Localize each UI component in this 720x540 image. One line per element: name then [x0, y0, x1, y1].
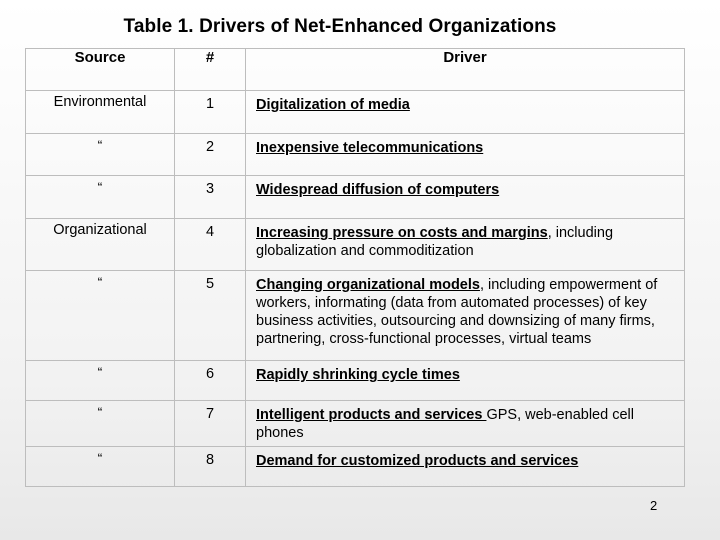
source-cell: “ [26, 134, 175, 176]
source-cell: “ [26, 361, 175, 401]
table-row [26, 361, 685, 401]
table-row [26, 176, 685, 219]
source-cell: “ [26, 176, 175, 219]
table-header-row [26, 49, 685, 91]
driver-lead: Inexpensive telecommunications [256, 140, 484, 156]
driver-lead: Increasing pressure on costs and margins [256, 225, 548, 241]
source-cell: “ [26, 271, 175, 361]
number-cell: 3 [175, 176, 246, 219]
driver-lead: Changing organizational models [256, 277, 480, 293]
drivers-table [25, 48, 685, 487]
driver-lead: Digitalization of media [256, 97, 410, 113]
driver-cell [246, 447, 685, 487]
driver-lead: Intelligent products and services [256, 407, 487, 423]
header-source: Source [26, 49, 175, 91]
driver-lead: Rapidly shrinking cycle times [256, 367, 460, 383]
number-cell: 7 [175, 401, 246, 447]
number-cell: 6 [175, 361, 246, 401]
driver-detail: , including empowerment of workers, informating (data from automated processes) of key business activities, outsourcing and downsizing of many firms, partnering, cross-functional processes, virtual teams [256, 277, 658, 347]
table-row [26, 447, 685, 487]
driver-cell [246, 361, 685, 401]
driver-cell [246, 401, 685, 447]
driver-lead: Widespread diffusion of computers [256, 182, 500, 198]
driver-cell [246, 134, 685, 176]
table-row [26, 401, 685, 447]
driver-cell [246, 219, 685, 271]
number-cell: 5 [175, 271, 246, 361]
number-cell: 1 [175, 91, 246, 134]
source-cell: Organizational [26, 219, 175, 271]
driver-cell [246, 91, 685, 134]
driver-detail: , including globalization and commoditization [256, 225, 614, 259]
table-row [26, 134, 685, 176]
source-cell: Environmental [26, 91, 175, 134]
driver-detail: GPS, web-enabled cell phones [256, 407, 634, 441]
table-row [26, 91, 685, 134]
table-row [26, 219, 685, 271]
source-cell: “ [26, 401, 175, 447]
header-number: # [175, 49, 246, 91]
page-number: 2 [650, 498, 658, 513]
number-cell: 2 [175, 134, 246, 176]
header-driver: Driver [246, 49, 685, 91]
driver-cell [246, 271, 685, 361]
number-cell: 8 [175, 447, 246, 487]
table-title: Table 1. Drivers of Net-Enhanced Organizations [123, 16, 557, 37]
table-row [26, 271, 685, 361]
source-cell: “ [26, 447, 175, 487]
driver-lead: Demand for customized products and services [256, 453, 579, 469]
driver-cell [246, 176, 685, 219]
number-cell: 4 [175, 219, 246, 271]
